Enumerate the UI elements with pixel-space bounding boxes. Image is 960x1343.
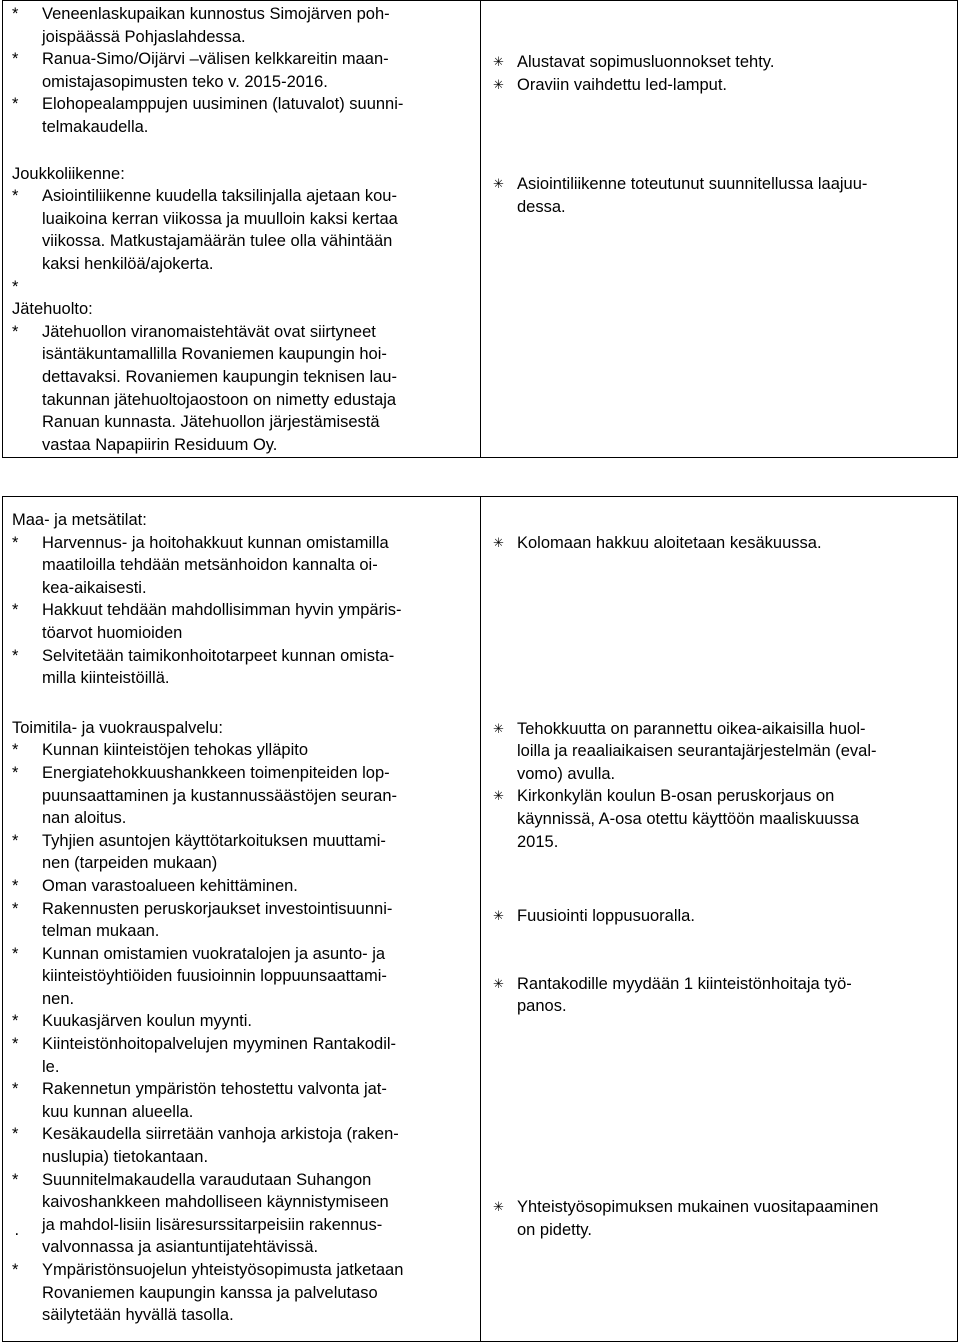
item-text-line: Kesäkaudella siirretään vanhoja arkistoja (raken- xyxy=(42,1125,399,1144)
star-bullet: * xyxy=(12,322,19,341)
item-text-line: nen (tarpeiden mukaan) xyxy=(42,854,218,873)
list-item xyxy=(12,1033,474,1078)
list-item xyxy=(12,875,474,898)
lower-left-cell xyxy=(3,497,481,1342)
item-text-line: Oraviin vaihdettu led-lamput. xyxy=(517,75,728,94)
status-item xyxy=(493,173,947,218)
table-lower xyxy=(2,496,958,1342)
list-item xyxy=(12,1169,474,1259)
asterisk-bullet-icon: ✳ xyxy=(493,720,504,736)
item-text-line: viikossa. Matkustajamäärän tulee olla vähintään xyxy=(42,232,393,251)
star-bullet: * xyxy=(12,944,19,963)
star-bullet: * xyxy=(12,763,19,782)
star-bullet: * xyxy=(12,1261,19,1279)
item-text-line: Rakennusten peruskorjaukset investointisuunni- xyxy=(42,899,393,918)
table-upper xyxy=(2,0,958,458)
toimitila-heading: Toimitila- ja vuokrauspalvelu: xyxy=(12,718,223,737)
asterisk-bullet-icon: ✳ xyxy=(493,76,504,92)
item-text-line: maatiloilla tehdään metsänhoidon kannalta oi- xyxy=(42,556,378,575)
item-text-line: Ranuan kunnasta. Jätehuollon järjestämisestä xyxy=(42,413,380,432)
item-text-line: Kunnan kiinteistöjen tehokas ylläpito xyxy=(42,741,309,760)
item-text-line: Hakkuut tehdään mahdollisimman hyvin ympäris- xyxy=(42,601,402,620)
joukkoliikenne-heading: Joukkoliikenne: xyxy=(12,164,125,183)
star-bullet: * xyxy=(12,187,19,206)
item-text-line: Alustavat sopimusluonnokset tehty. xyxy=(517,53,775,71)
item-text-line: ja mahdol-lisiin lisäresurssitarpeisiin rakennus- xyxy=(42,1215,383,1234)
item-text-line: nan aloitus. xyxy=(42,809,127,828)
list-item xyxy=(12,1078,474,1123)
lone-star: * xyxy=(12,277,19,296)
star-bullet: * xyxy=(12,646,19,665)
item-text-line: Jätehuollon viranomaistehtävät ovat siirtyneet xyxy=(42,322,376,341)
list-item xyxy=(12,185,474,275)
asterisk-bullet-icon: ✳ xyxy=(493,54,504,69)
maa-metsatilat-list xyxy=(12,532,474,690)
star-bullet: * xyxy=(12,1170,19,1189)
item-text-line: joispäässä Pohjaslahdessa. xyxy=(42,27,246,46)
item-text-line: Rantakodille myydään 1 kiinteistönhoitaja työ- xyxy=(517,974,852,993)
item-text-line: Kuukasjärven koulun myynti. xyxy=(42,1012,253,1031)
item-text-line: milla kiinteistöillä. xyxy=(42,669,170,688)
joukkoliikenne-list xyxy=(12,185,474,275)
item-text-line: nen. xyxy=(42,989,75,1008)
status-tehokkuus xyxy=(493,718,947,786)
list-item xyxy=(12,93,474,138)
status-kolomaa xyxy=(493,532,947,555)
item-text-line: kea-aikaisesti. xyxy=(42,578,147,597)
item-text-line: Tehokkuutta on parannettu oikea-aikaisilla huol- xyxy=(517,719,866,738)
item-text-line: Rovaniemen kaupungin kanssa ja palvelutaso xyxy=(42,1283,378,1302)
item-text-line: Tyhjien asuntojen käyttötarkoituksen muuttami- xyxy=(42,831,386,850)
item-text-line: vomo) avulla. xyxy=(517,764,616,783)
item-text-line: telmakaudella. xyxy=(42,117,149,136)
item-text-line: Energiatehokkuushankkeen toimenpiteiden lop- xyxy=(42,763,390,782)
maa-metsatilat-heading: Maa- ja metsätilat: xyxy=(12,511,147,529)
star-bullet: * xyxy=(12,1080,19,1099)
item-text-line: valvonnassa ja asiantuntijatehtävissä. xyxy=(42,1238,319,1257)
list-item xyxy=(12,645,474,690)
star-bullet: * xyxy=(12,533,19,552)
item-text-line: Ranua-Simo/Oijärvi –välisen kelkkareitin maan- xyxy=(42,50,389,69)
item-text-line: Suunnitelmakaudella varaudutaan Suhangon xyxy=(42,1170,372,1189)
item-text-line: Selvitetään taimikonhoitotarpeet kunnan omista- xyxy=(42,646,395,665)
item-text-line: Fuusiointi loppusuoralla. xyxy=(517,907,695,926)
status-item xyxy=(493,905,947,928)
item-text-line: loilla ja reaaliaikaisen seurantajärjestelmän (eval- xyxy=(517,742,877,761)
star-bullet: * xyxy=(12,95,19,114)
item-text-line: kaivoshankkeen mahdolliseen käynnistymiseen xyxy=(42,1193,389,1212)
item-text-line: omistajasopimusten teko v. 2015-2016. xyxy=(42,72,328,91)
star-bullet: * xyxy=(12,899,19,918)
item-text-line: Harvennus- ja hoitohakkuut kunnan omistamilla xyxy=(42,533,389,552)
toimitila-list xyxy=(12,739,474,1326)
star-bullet: * xyxy=(12,5,19,23)
item-text-line: takunnan jätehuoltojaostoon on nimetty edustaja xyxy=(42,390,397,409)
item-text-line: kaksi henkilöä/ajokerta. xyxy=(42,254,214,273)
list-item xyxy=(12,532,474,600)
item-text-line: telman mukaan. xyxy=(42,922,160,941)
item-text-line: Kiinteistönhoitopalvelujen myyminen Rantakodil- xyxy=(42,1035,397,1054)
item-text-line: vastaa Napapiirin Residuum Oy. xyxy=(42,435,278,454)
status-fuusiointi xyxy=(493,905,947,928)
star-bullet: * xyxy=(12,601,19,620)
status-list-b xyxy=(493,173,947,218)
item-text-line: Kirkonkylän koulun B-osan peruskorjaus on xyxy=(517,787,835,806)
status-item xyxy=(493,51,947,74)
asterisk-bullet-icon: ✳ xyxy=(493,908,504,924)
status-kirkonkyla xyxy=(493,785,947,853)
list-item xyxy=(12,48,474,93)
item-text-line: kiinteistöyhtiöiden fuusioinnin loppuunsaattami- xyxy=(42,967,387,986)
item-text-line: Elohopealamppujen uusiminen (latuvalot) suunni- xyxy=(42,95,404,114)
item-text-line: käynnissä, A-osa otettu käyttöön maaliskuussa xyxy=(517,809,860,828)
item-text-line: puunsaattaminen ja kustannussäästöjen seuran- xyxy=(42,786,397,805)
item-text-line: Yhteistyösopimuksen mukainen vuositapaaminen xyxy=(517,1197,879,1216)
list-item xyxy=(12,943,474,1011)
item-text-line: töarvot huomioiden xyxy=(42,623,183,642)
asterisk-bullet-icon: ✳ xyxy=(493,535,504,550)
item-text-line: nuslupia) tietokantaan. xyxy=(42,1148,209,1167)
list-item xyxy=(12,830,474,875)
item-text-line: on pidetty. xyxy=(517,1220,592,1239)
list-item xyxy=(12,321,474,457)
list-item xyxy=(12,3,474,48)
star-bullet: * xyxy=(12,741,19,760)
item-text-line: Asiointiliikenne toteutunut suunnitellussa laajuu- xyxy=(517,175,868,194)
item-text-line: Asiointiliikenne kuudella taksilinjalla ajetaan kou- xyxy=(42,187,397,206)
list-item xyxy=(12,739,474,762)
list-item xyxy=(12,1123,474,1168)
list-item xyxy=(12,1010,474,1033)
item-text-line: Kolomaan hakkuu aloitetaan kesäkuussa. xyxy=(517,534,822,552)
asterisk-bullet-icon: ✳ xyxy=(493,788,504,804)
star-bullet: * xyxy=(12,50,19,69)
status-item xyxy=(493,718,947,786)
item-text-line: isäntäkuntamallilla Rovaniemen kaupungin hoi- xyxy=(42,345,387,364)
status-item xyxy=(493,973,947,1018)
item-text-line: kuu kunnan alueella. xyxy=(42,1102,194,1121)
jatehuolto-list xyxy=(12,321,474,457)
item-text-line: luaikoina kerran viikossa ja muulloin kaksi kertaa xyxy=(42,209,398,228)
item-text-line: dettavaksi. Rovaniemen kaupungin teknisen lau- xyxy=(42,367,397,386)
item-text-line: Ympäristönsuojelun yhteistyösopimusta jatketaan xyxy=(42,1261,404,1279)
item-text-line: dessa. xyxy=(517,197,566,216)
asterisk-bullet-icon: ✳ xyxy=(493,975,504,991)
dot-marker: . xyxy=(14,1221,20,1240)
jatehuolto-heading: Jätehuolto: xyxy=(12,300,93,319)
star-bullet: * xyxy=(12,876,19,895)
star-bullet: * xyxy=(12,1012,19,1031)
status-item xyxy=(493,1196,947,1241)
upper-left-cell xyxy=(3,1,481,458)
list-item xyxy=(12,898,474,943)
asterisk-bullet-icon: ✳ xyxy=(493,1198,504,1214)
asterisk-bullet-icon: ✳ xyxy=(493,176,504,192)
item-text-line: le. xyxy=(42,1057,60,1076)
list-item xyxy=(12,762,474,830)
item-text-line: Oman varastoalueen kehittäminen. xyxy=(42,876,298,895)
status-item xyxy=(493,532,947,555)
status-list-a xyxy=(493,51,947,96)
star-bullet: * xyxy=(12,1125,19,1144)
status-rantakoti xyxy=(493,973,947,1018)
item-text-line: Rakennetun ympäristön tehostettu valvonta jat- xyxy=(42,1080,387,1099)
item-text-line: panos. xyxy=(517,997,567,1016)
intro-list xyxy=(12,3,474,139)
item-text-line: Veneenlaskupaikan kunnostus Simojärven poh- xyxy=(42,5,390,23)
list-item xyxy=(12,1259,474,1327)
item-text-line: säilytetään hyvällä tasolla. xyxy=(42,1306,234,1325)
upper-right-cell xyxy=(481,1,958,458)
star-bullet: * xyxy=(12,1035,19,1054)
item-text-line: 2015. xyxy=(517,832,559,851)
list-item xyxy=(12,599,474,644)
status-item xyxy=(493,785,947,853)
item-text-line: Kunnan omistamien vuokratalojen ja asunto- ja xyxy=(42,944,386,963)
status-item xyxy=(493,74,947,97)
star-bullet: * xyxy=(12,831,19,850)
